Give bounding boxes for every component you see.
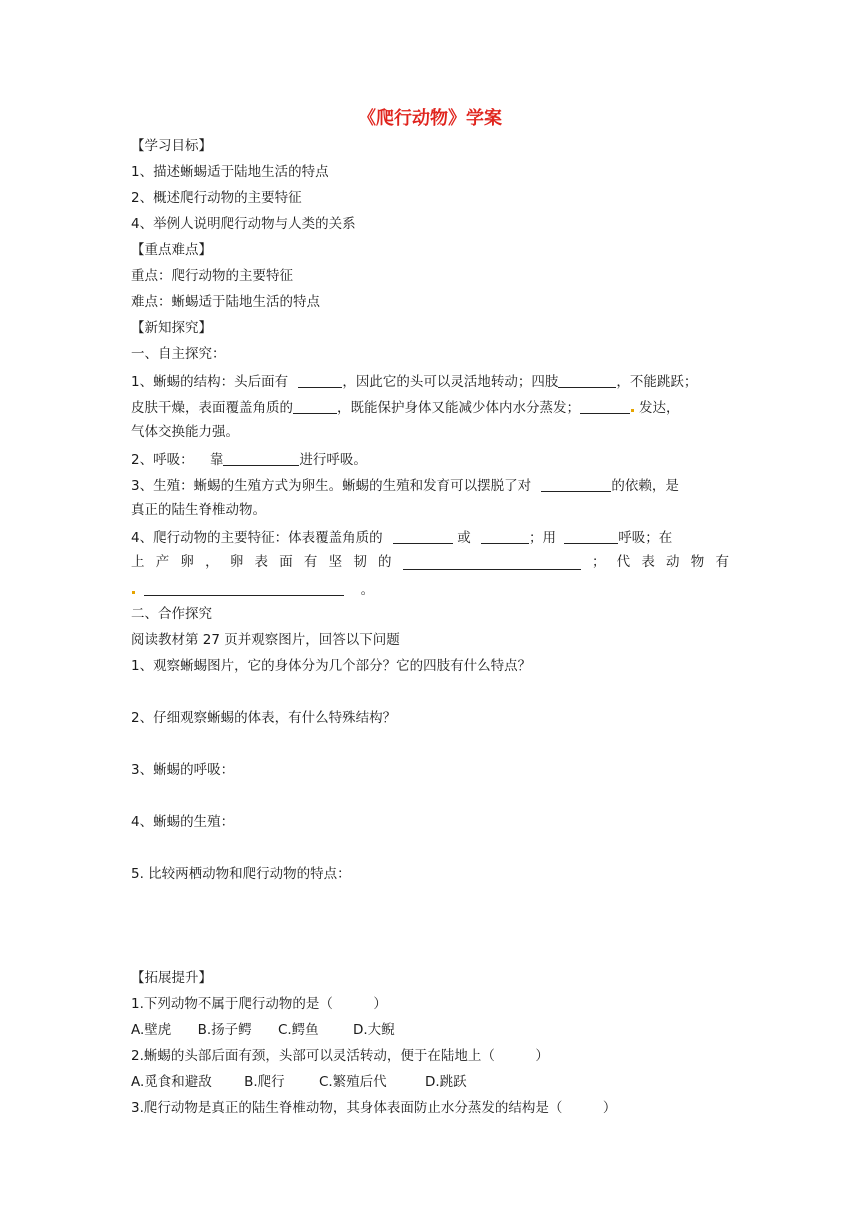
explore-question: 4、蜥蜴的生殖： [131, 814, 235, 830]
part2-heading: 二、合作探究 [131, 606, 212, 622]
part1-heading: 一、自主探究： [131, 346, 226, 362]
key-focus: 重点：爬行动物的主要特征 [131, 268, 293, 284]
q4-line1 [131, 527, 672, 547]
q2-line [131, 449, 367, 469]
goal-item: 1、描述蜥蜴适于陆地生活的特点 [131, 164, 329, 180]
mc-options-2 [131, 1073, 467, 1091]
option-c[interactable]: C.繁殖后代 [318, 1074, 387, 1090]
q1-line1 [131, 371, 697, 391]
q4-char: 有 [303, 554, 318, 570]
fill-blank[interactable] [144, 581, 344, 596]
mark-dot [631, 409, 634, 412]
fill-blank[interactable] [558, 373, 616, 388]
fill-blank[interactable] [293, 399, 337, 414]
fill-blank[interactable] [564, 529, 618, 544]
q3-text: 的依赖，是 [611, 478, 679, 494]
goals-heading: 【学习目标】 [131, 138, 212, 154]
q1-text: ，因此它的头可以灵活地转动；四肢 [342, 374, 559, 390]
explore-question: 2、仔细观察蜥蜴的体表，有什么特殊结构？ [131, 710, 397, 726]
q1-text: 1、蜥蜴的结构：头后面有 [131, 374, 289, 390]
q4-char: 产 [155, 554, 170, 570]
goal-item: 4、举例人说明爬行动物与人类的关系 [131, 216, 356, 232]
option-c[interactable]: C.鳄鱼 [277, 1022, 319, 1038]
goal-item: 2、概述爬行动物的主要特征 [131, 190, 302, 206]
q4-char: 面 [279, 554, 293, 570]
q4-char: 的 [378, 554, 392, 570]
q4-char: ， [205, 554, 219, 570]
explore-heading: 【新知探究】 [131, 320, 212, 336]
fill-blank[interactable] [223, 451, 299, 466]
q2-text: 靠 [209, 452, 224, 468]
q4-line3 [131, 579, 374, 599]
q4-text: 呼吸；在 [618, 530, 673, 546]
q4-line2 [131, 553, 729, 571]
fill-blank[interactable] [393, 529, 453, 544]
explore-question: 5. 比较两栖动物和爬行动物的特点： [131, 866, 351, 882]
q4-text: ；用 [528, 530, 556, 546]
q1-line2 [131, 397, 680, 417]
q4-char: 代 [616, 554, 631, 570]
q1-text: ，既能保护身体又能减少体内水分蒸发； [337, 400, 580, 416]
q4-char: 动 [666, 554, 680, 570]
extend-heading: 【拓展提升】 [131, 970, 212, 986]
option-a[interactable]: A.觅食和避敌 [131, 1074, 212, 1090]
q1-text: ，不能跳跃； [616, 374, 698, 390]
q4-text: 。 [360, 582, 375, 598]
mc-question-3: 3.爬行动物是真正的陆生脊椎动物，其身体表面防止水分蒸发的结构是（ ） [131, 1100, 617, 1116]
q4-char: 表 [254, 554, 269, 570]
option-d[interactable]: D.跳跃 [424, 1074, 467, 1090]
q4-char: 韧 [353, 554, 367, 570]
mc-question-1: 1.下列动物不属于爬行动物的是（ ） [131, 996, 387, 1012]
q4-text: 或 [457, 530, 471, 546]
q4-text: 4、爬行动物的主要特征：体表覆盖角质的 [131, 530, 383, 546]
q4-char: 坚 [328, 554, 343, 570]
explore-question: 3、蜥蜴的呼吸： [131, 762, 235, 778]
q4-char: 上 [131, 554, 145, 570]
q4-char: 卵 [229, 554, 244, 570]
fill-blank[interactable] [481, 529, 529, 544]
option-b[interactable]: B.扬子鳄 [197, 1022, 252, 1038]
fill-blank[interactable] [403, 555, 581, 570]
option-d[interactable]: D.大鲵 [352, 1022, 395, 1038]
q2-text: 进行呼吸。 [299, 452, 367, 468]
q1-text: 皮肤干燥，表面覆盖角质的 [131, 400, 293, 416]
q3-line2: 真正的陆生脊椎动物。 [131, 502, 266, 518]
mark-dot [132, 591, 135, 594]
fill-blank[interactable] [580, 399, 630, 414]
key-heading: 【重点难点】 [131, 242, 212, 258]
q2-text: 2、呼吸： [131, 452, 194, 468]
q4-char: 物 [690, 554, 705, 570]
option-a[interactable]: A.壁虎 [131, 1022, 172, 1038]
q4-char: 有 [715, 554, 729, 570]
q3-line1 [131, 475, 679, 495]
q3-text: 3、生殖：蜥蜴的生殖方式为卵生。蜥蜴的生殖和发育可以摆脱了对 [131, 478, 532, 494]
option-b[interactable]: B.爬行 [244, 1074, 285, 1090]
read-instruction: 阅读教材第 27 页并观察图片，回答以下问题 [131, 632, 400, 648]
explore-question: 1、观察蜥蜴图片，它的身体分为几个部分？它的四肢有什么特点？ [131, 658, 532, 674]
fill-blank[interactable] [541, 477, 611, 492]
q1-text: 发达， [639, 400, 680, 416]
q4-char: 表 [641, 554, 655, 570]
mc-options-1 [131, 1021, 395, 1039]
q4-char: 卵 [180, 554, 194, 570]
q1-line3: 气体交换能力强。 [131, 424, 239, 440]
page-title: 《爬行动物》学案 [358, 108, 502, 129]
fill-blank[interactable] [298, 373, 342, 388]
key-difficulty: 难点：蜥蜴适于陆地生活的特点 [131, 294, 320, 310]
mc-question-2: 2.蜥蜴的头部后面有颈，头部可以灵活转动，便于在陆地上（ ） [131, 1048, 549, 1064]
q4-char: ； [591, 554, 606, 570]
